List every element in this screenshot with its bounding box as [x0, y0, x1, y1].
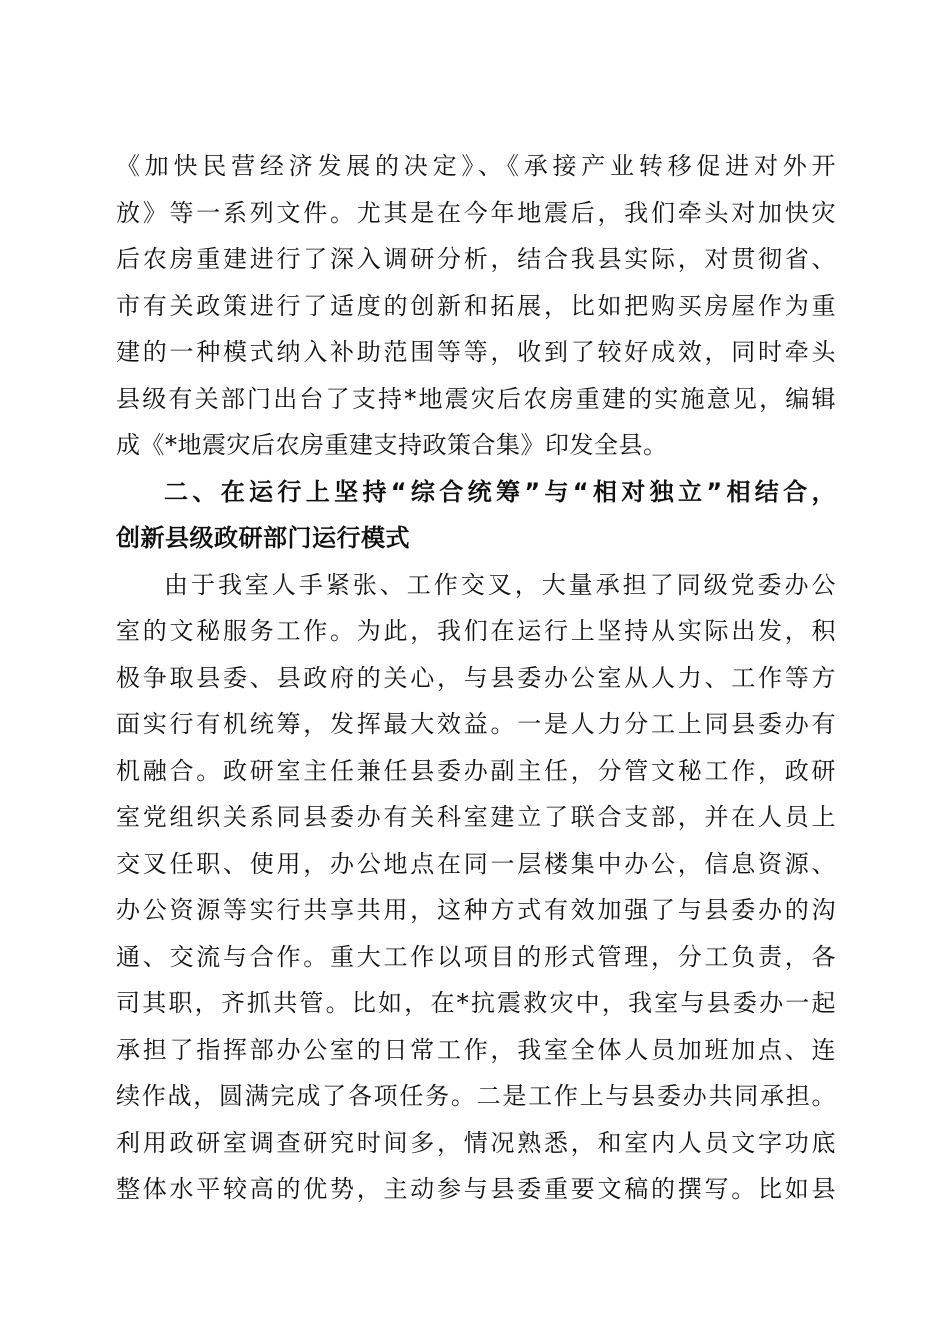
text-line: 建的一种模式纳入补助范围等等，收到了较好成效，同时牵头	[116, 338, 836, 366]
paragraph-policy-documents	[116, 143, 836, 469]
text-line: 整体水平较高的优势，主动参与县委重要文稿的撰写。比如县	[116, 1175, 836, 1203]
text-line: 极争取县委、县政府的关心，与县委办公室从人力、工作等方	[116, 663, 836, 692]
heading-line: 二、在运行上坚持“综合统筹”与“相对独立”相结合，	[164, 477, 836, 506]
paragraph-operation-mode	[116, 562, 836, 1213]
document-body	[116, 143, 836, 1213]
text-line: 成《*地震灾后农房重建支持政策合集》印发全县。	[116, 431, 668, 459]
text-line: 室的文秘服务工作。为此，我们在运行上坚持从实际出发，积	[116, 617, 836, 645]
text-line: 办公资源等实行共享共用，这种方式有效加强了与县委办的沟	[116, 896, 836, 924]
text-line: 由于我室人手紧张、工作交叉，大量承担了同级党委办公	[164, 570, 836, 599]
section-heading	[116, 469, 836, 562]
text-line: 承担了指挥部办公室的日常工作，我室全体人员加班加点、连	[116, 1035, 836, 1064]
text-line: 机融合。政研室主任兼任县委办副主任，分管文秘工作，政研	[116, 756, 836, 785]
text-line: 续作战，圆满完成了各项任务。二是工作上与县委办共同承担。	[116, 1082, 836, 1110]
text-line: 室党组织关系同县委办有关科室建立了联合支部，并在人员上	[116, 803, 836, 831]
text-line: 后农房重建进行了深入调研分析，结合我县实际，对贯彻省、	[116, 245, 836, 273]
text-line: 通、交流与合作。重大工作以项目的形式管理，分工负责，各	[116, 942, 836, 971]
text-line: 面实行有机统筹，发挥最大效益。一是人力分工上同县委办有	[116, 710, 836, 738]
text-line: 放》等一系列文件。尤其是在今年地震后，我们牵头对加快灾	[116, 198, 836, 227]
text-line: 《加快民营经济发展的决定》、《承接产业转移促进对外开	[116, 152, 836, 180]
text-line: 市有关政策进行了适度的创新和拓展，比如把购买房屋作为重	[116, 291, 836, 320]
text-line: 县级有关部门出台了支持*地震灾后农房重建的实施意见，编辑	[116, 384, 836, 413]
heading-line: 创新县级政研部门运行模式	[116, 524, 410, 552]
text-line: 利用政研室调查研究时间多，情况熟悉，和室内人员文字功底	[116, 1128, 836, 1157]
text-line: 司其职，齐抓共管。比如，在*抗震救灾中，我室与县委办一起	[116, 989, 836, 1017]
text-line: 交叉任职、使用，办公地点在同一层楼集中办公，信息资源、	[116, 849, 836, 878]
